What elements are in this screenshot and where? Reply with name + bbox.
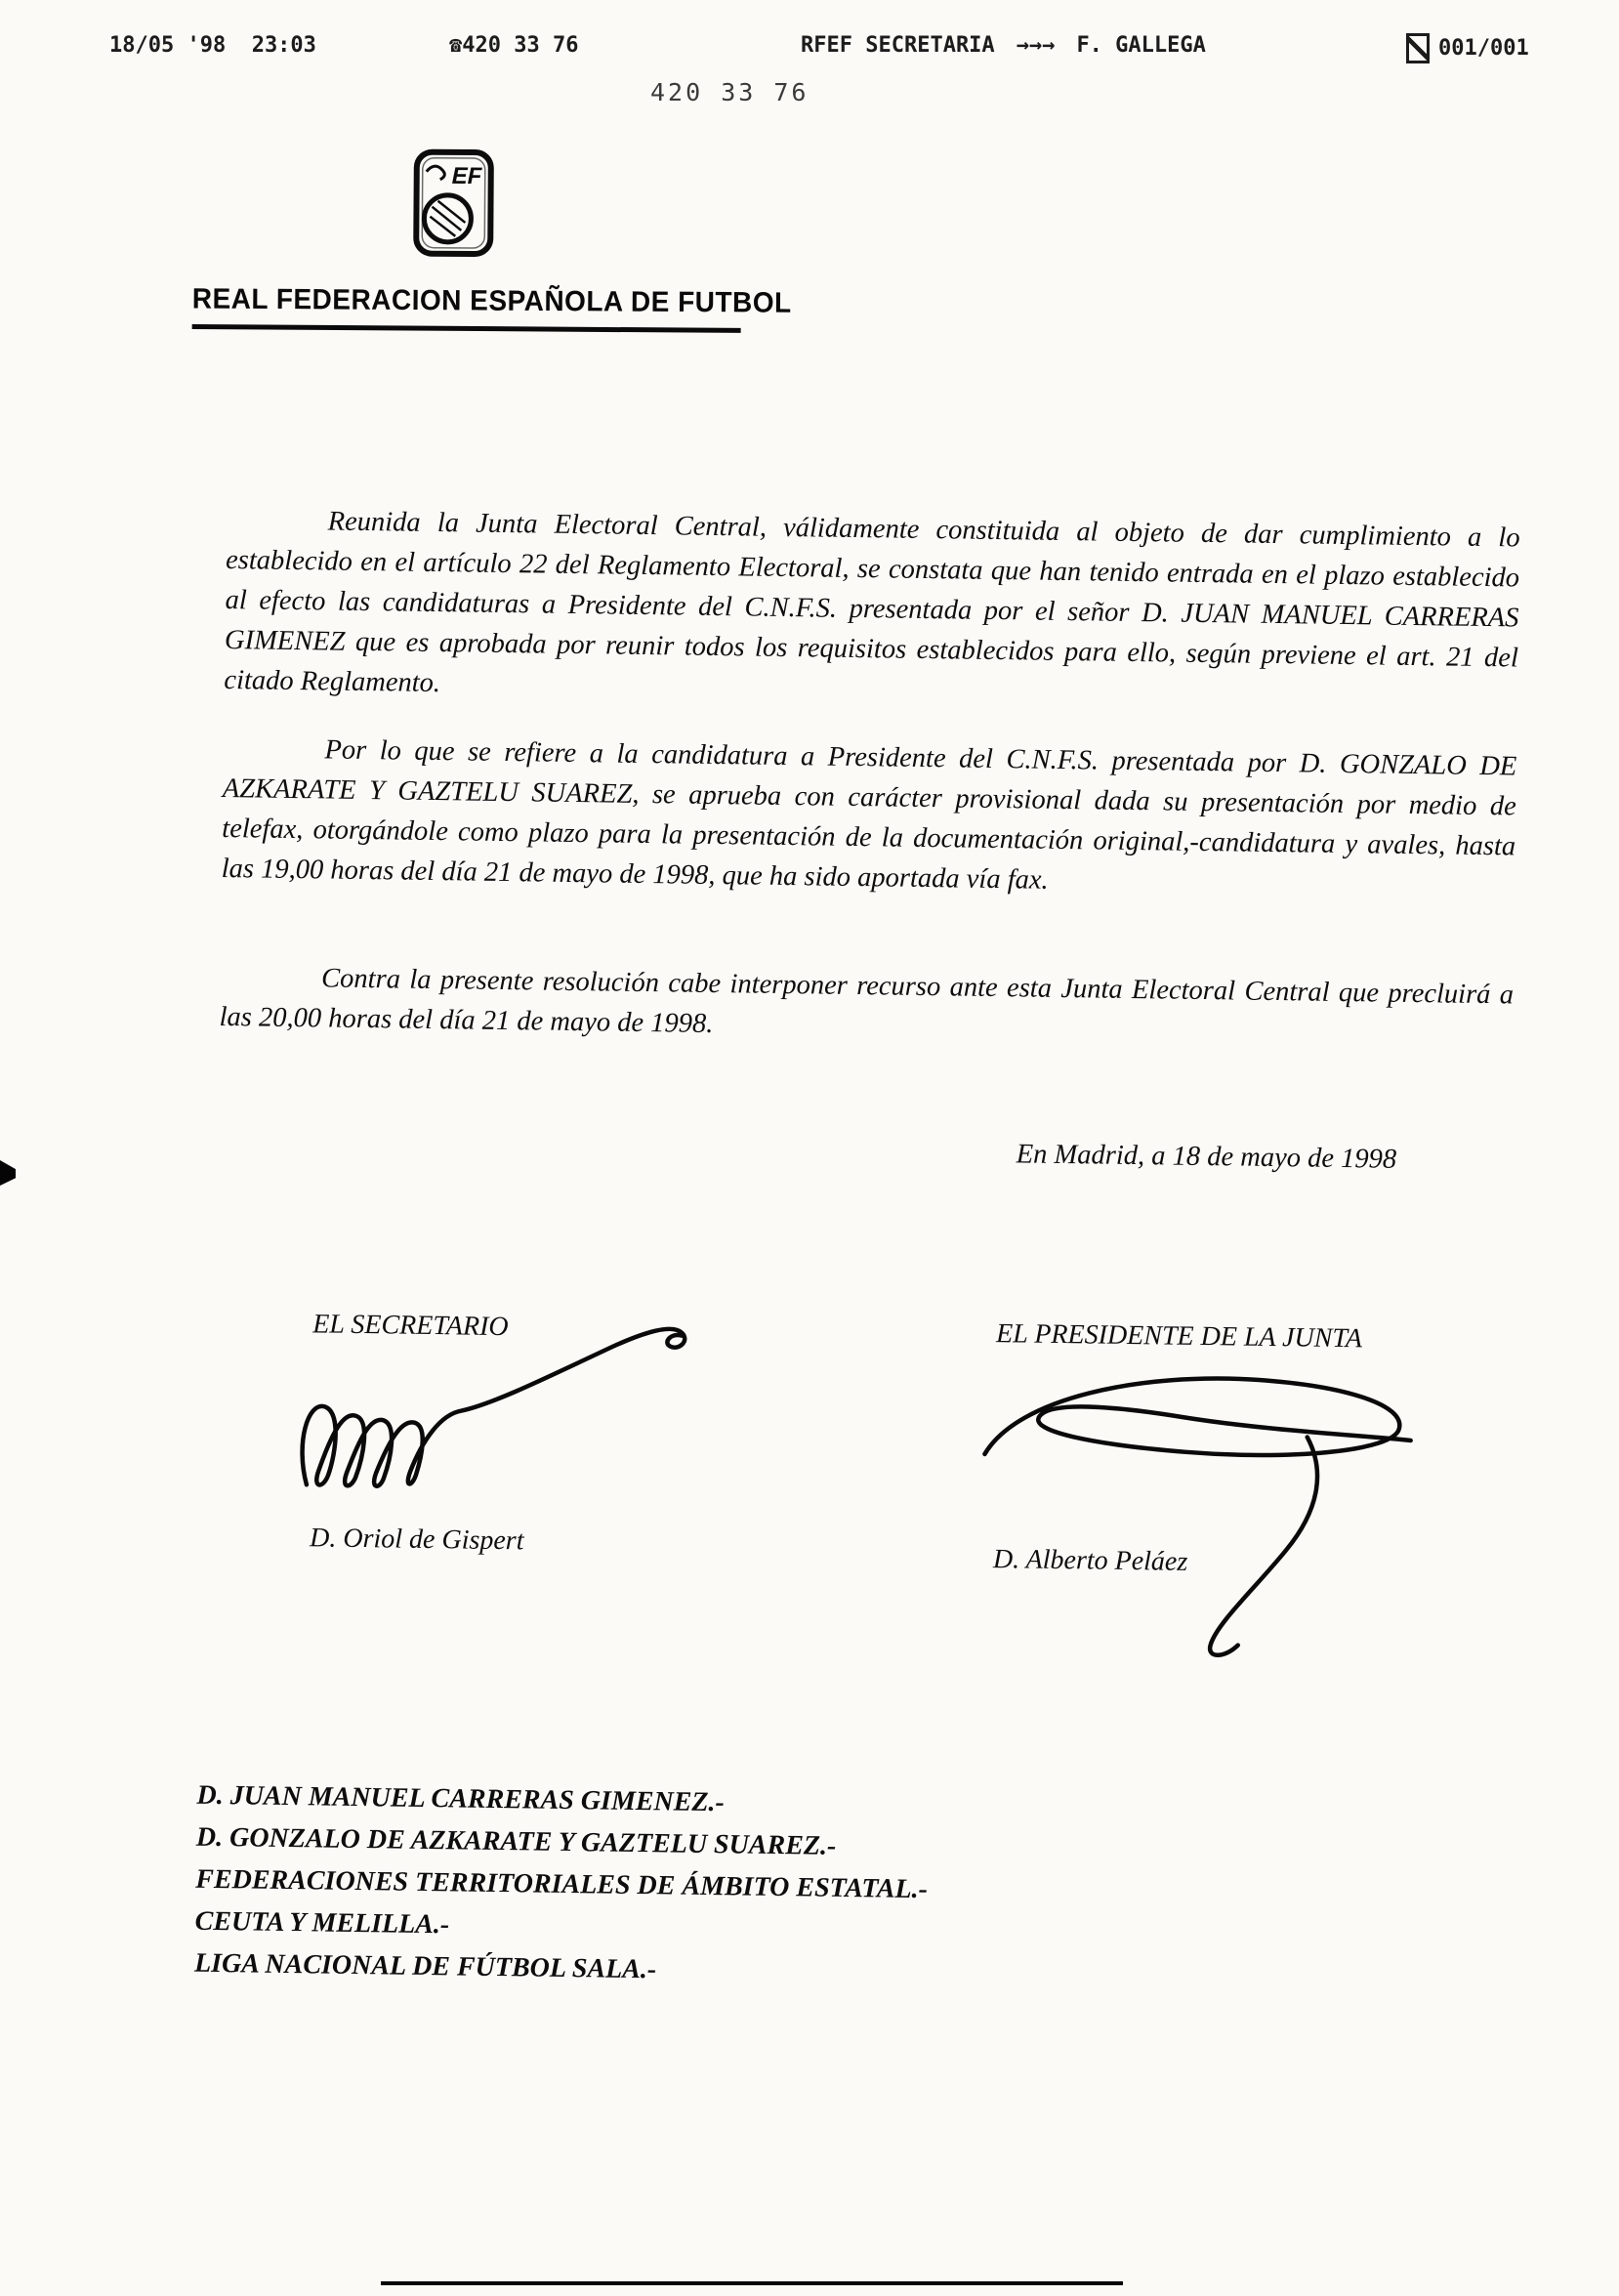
- signature-title-secretary: EL SECRETARIO: [312, 1309, 509, 1343]
- dateline: En Madrid, a 18 de mayo de 1998: [1016, 1139, 1397, 1175]
- distribution-item: CEUTA Y MELILLA.-: [194, 1905, 450, 1941]
- scan-edge-mark: [0, 1160, 16, 1186]
- letterhead: [192, 137, 818, 346]
- fax-page-count-group: [1406, 33, 1529, 63]
- fax-page-count: 001/001: [1438, 36, 1529, 61]
- fax-sender: RFEF SECRETARIA: [801, 33, 995, 58]
- letterhead-underline: [192, 324, 741, 333]
- signature-name-president: D. Alberto Peláez: [992, 1544, 1188, 1577]
- letter-body: [193, 500, 1520, 2178]
- signature-title-president: EL PRESIDENTE DE LA JUNTA: [995, 1318, 1363, 1355]
- signature-name-secretary: D. Oriol de Gispert: [309, 1523, 524, 1557]
- phone-icon: ☎: [449, 33, 463, 58]
- president-signature-ink: [960, 1339, 1433, 1680]
- svg-text:EF: EF: [451, 162, 482, 190]
- route-arrows-icon: →→→: [1016, 33, 1056, 58]
- fax-route: [801, 33, 1206, 58]
- distribution-item: FEDERACIONES TERRITORIALES DE ÁMBITO ESTATAL.-: [195, 1863, 929, 1905]
- rfef-crest-logo: [404, 139, 503, 286]
- distribution-item: D. GONZALO DE AZKARATE Y GAZTELU SUAREZ.-: [195, 1821, 837, 1861]
- paragraph-1: Reunida la Junta Electoral Central, válidamente constituida al objeto de dar cumplimiento a lo establecido en el artículo 22 del Reglamento Electoral, se constata que han tenido entrada en el plazo establecido al efecto las candidaturas a Presidente del C.N.F.S. presentada por el señor D. JUAN MANUEL CARRERAS GIMENEZ que es aprobada por reunir todos los requisitos establecidos para ello, según previene el art. 21 del citado Reglamento.: [224, 506, 1520, 699]
- organization-name: REAL FEDERACION ESPAÑOLA DE FUTBOL: [191, 282, 792, 319]
- paragraph-3: Contra la presente resolución cabe interponer recurso ante esta Junta Electoral Central que precluirá a las 20,00 horas del día 21 de mayo de 1998.: [219, 963, 1515, 1040]
- page-count-icon: [1406, 33, 1430, 63]
- fax-phone-group: [449, 33, 578, 58]
- fax-recipient: F. GALLEGA: [1076, 33, 1206, 58]
- distribution-item: LIGA NACIONAL DE FÚTBOL SALA.-: [193, 1947, 657, 1985]
- fax-datetime: 18/05 '98 23:03: [109, 33, 316, 58]
- fax-transmission-header: [0, 33, 1619, 64]
- fax-phone-number: 420 33 76: [462, 33, 579, 58]
- distribution-item: D. JUAN MANUEL CARRERAS GIMENEZ.-: [196, 1779, 726, 1818]
- distribution-list: [194, 1774, 930, 1994]
- scan-bottom-line: [381, 2281, 1123, 2285]
- secretary-signature-ink: [289, 1297, 702, 1520]
- paragraph-2: Por lo que se refiere a la candidatura a Presidente del C.N.F.S. presentada por D. GONZALO DE AZKARATE Y GAZTELU SUAREZ, se aprueba con carácter provisional dada su presentación por medio de telefax, otorgándole como plazo para la presentación de la documentación original,-candidatura y avales, hasta las 19,00 horas del día 21 de mayo de 1998, que ha sido aportada vía fax.: [221, 734, 1517, 896]
- fax-station-id: 420 33 76: [650, 78, 810, 106]
